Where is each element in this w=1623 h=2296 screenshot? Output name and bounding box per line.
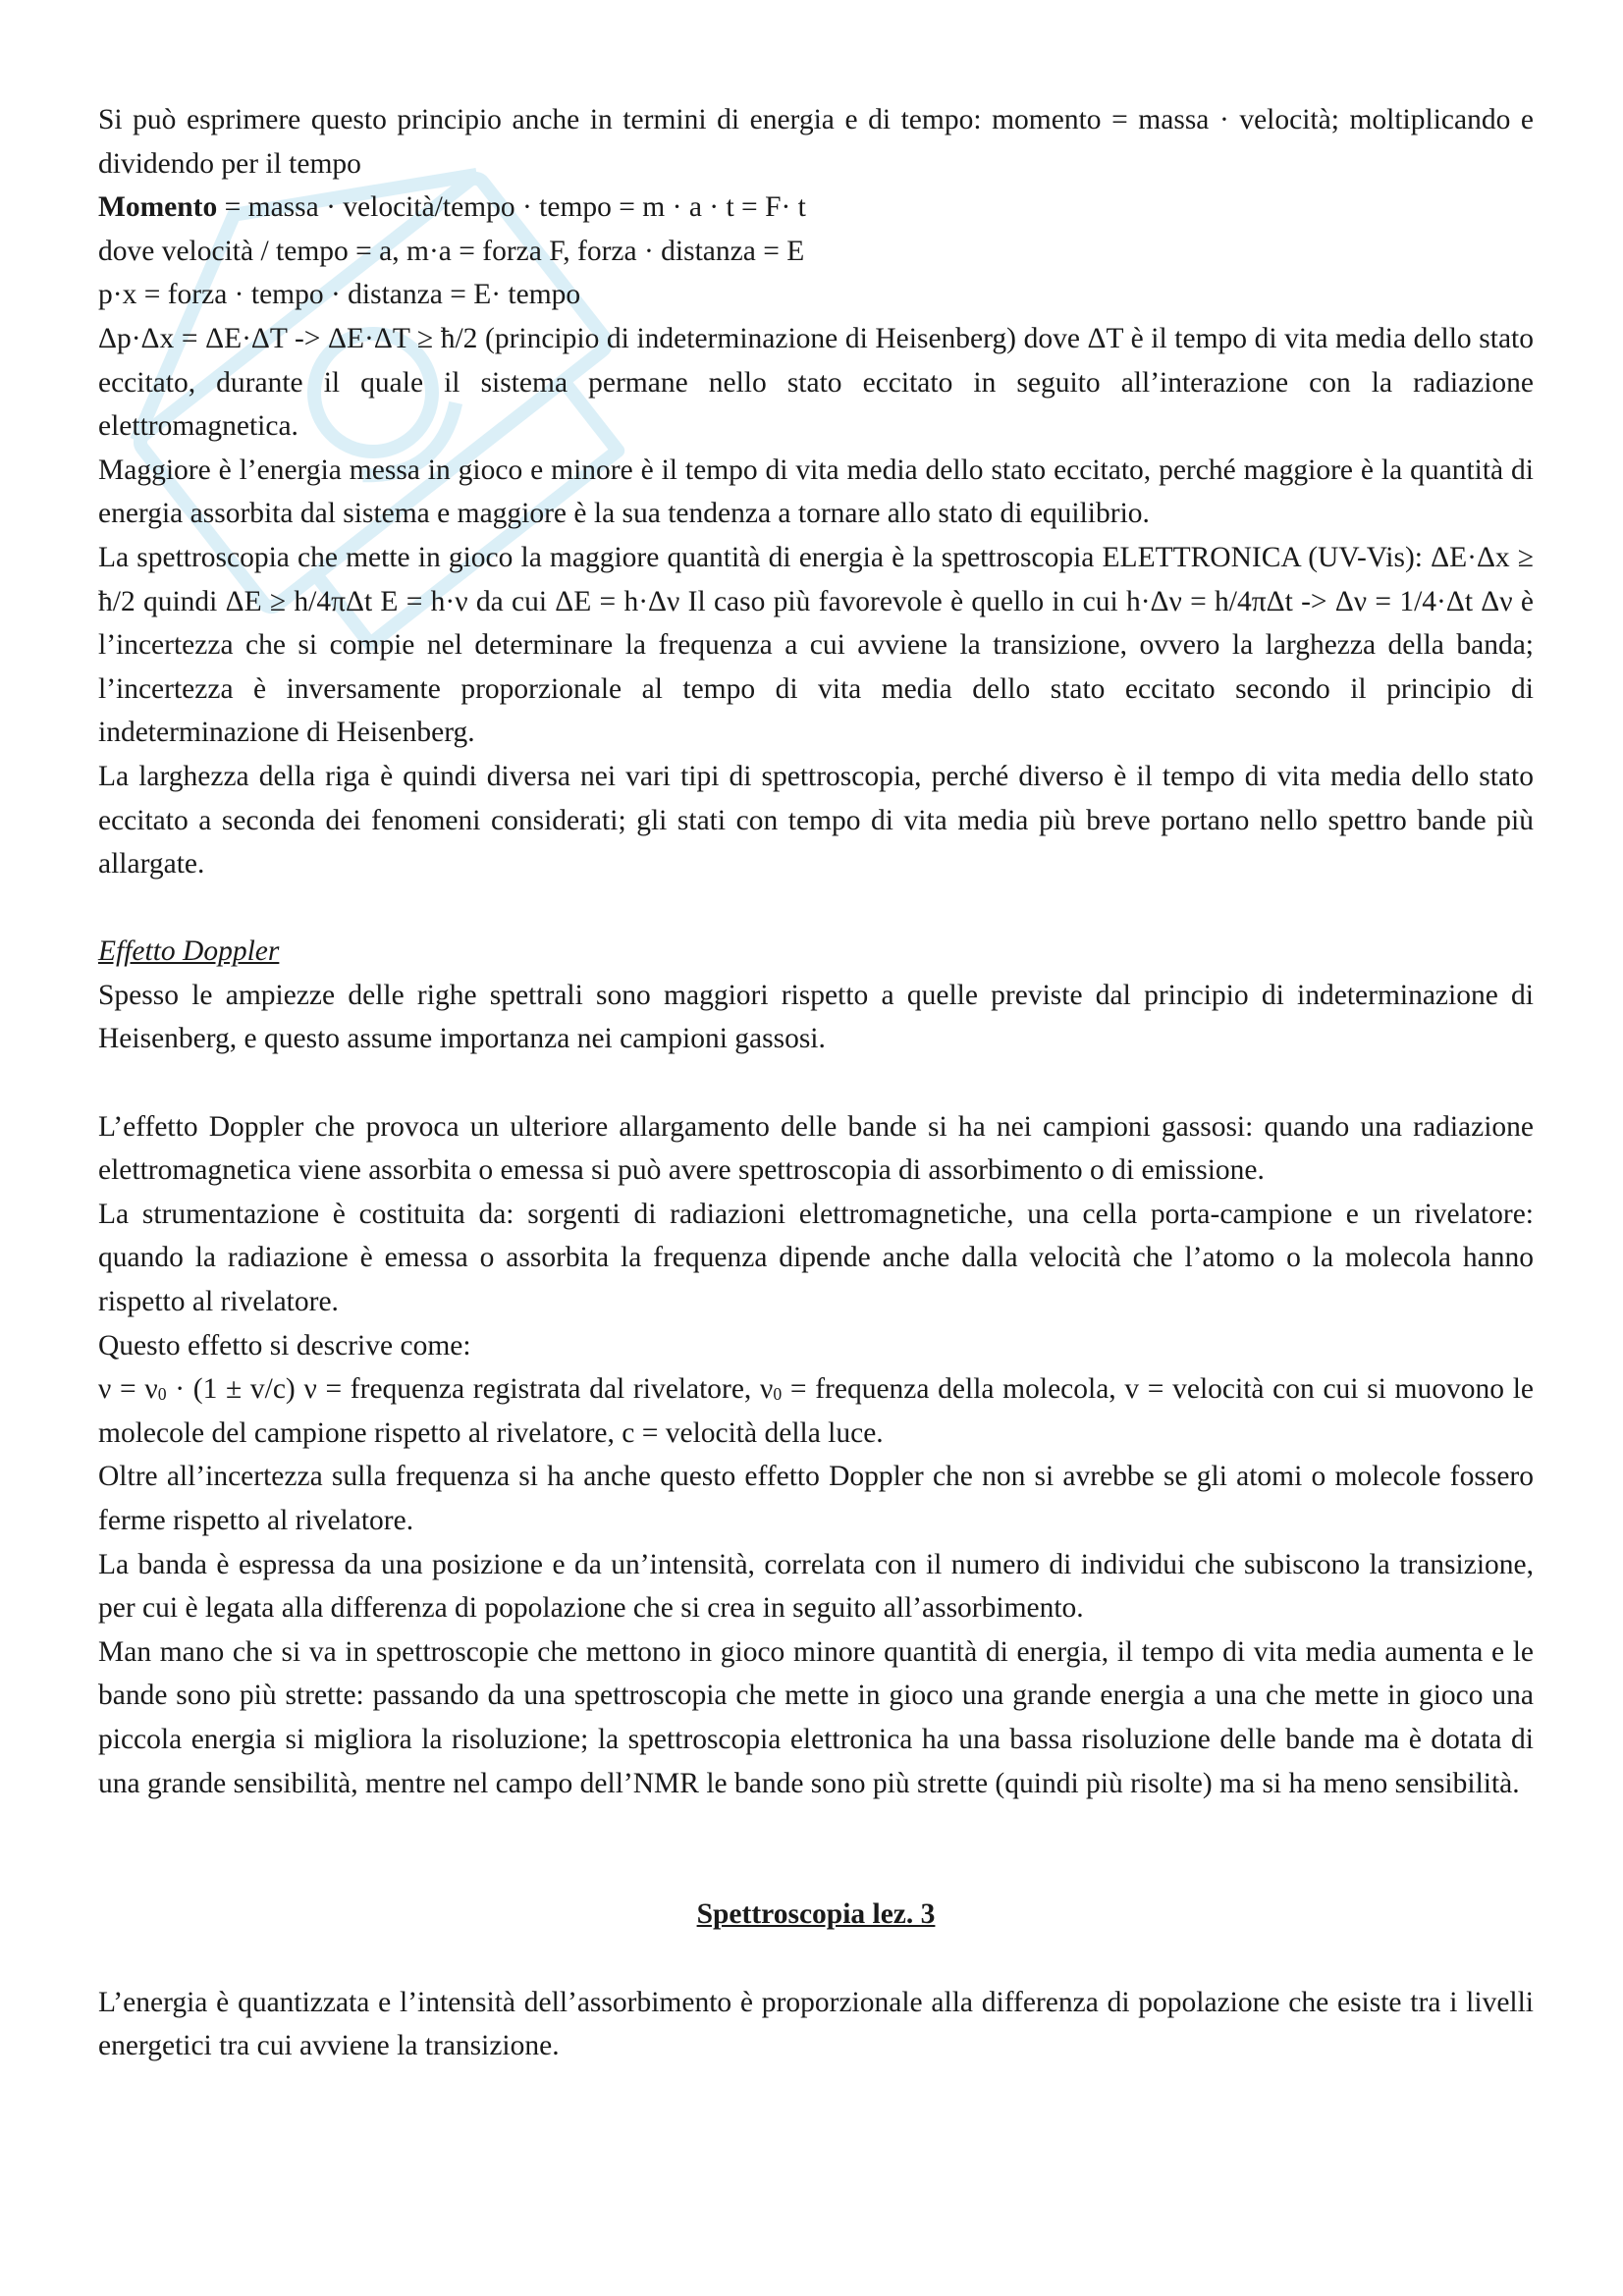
spacer: [98, 1849, 1534, 1894]
paragraph-line-width: La larghezza della riga è quindi diversa nei vari tipi di spettroscopia, perché diverso è il tempo di vita media dello stato eccitato a seconda dei fenomeni considerati; gli stati con tempo di vita media più breve portano nello spettro bande più allargate.: [98, 760, 1534, 881]
lecture-title: Spettroscopia lez. 3: [696, 1898, 936, 1931]
momentum-formula: = massa · velocità/tempo · tempo = m · a · t = F· t: [217, 191, 806, 224]
paragraph-frequency-uncertainty: Oltre all’incertezza sulla frequenza si ha anche questo effetto Doppler che non si avrebbe se gli atomi o molecole fossero ferme rispetto al rivelatore.: [98, 1461, 1534, 1536]
formula-part-c: = frequenza della molecola, v = velocità con cui si muovono le molecole del campione rispetto al rivelatore, c = velocità della luce.: [98, 1373, 1534, 1449]
formula-part-a: ν = ν: [98, 1373, 158, 1406]
paragraph-instrumentation: La strumentazione è costituita da: sorgenti di radiazioni elettromagnetiche, una cella porta-campione e un rivelatore: quando la radiazione è emessa o assorbita la frequenza dipende anche dalla velocità che l’atomo o la molecola hanno rispetto al rivelatore.: [98, 1198, 1534, 1318]
spacer: [98, 886, 1534, 931]
momentum-label: Momento: [98, 191, 218, 224]
paragraph-quantized-energy: L’energia è quantizzata e l’intensità dell’assorbimento è proporzionale alla differenza di popolazione che esiste tra i livelli energetici tra cui avviene la transizione.: [98, 1986, 1534, 2062]
formula-part-b: · (1 ± v/c) ν = frequenza registrata dal rivelatore, ν: [166, 1373, 774, 1406]
formula-subscript: 0: [157, 1384, 167, 1405]
spacer: [98, 1805, 1534, 1849]
spacer: [98, 1061, 1534, 1105]
paragraph-velocity-force: dove velocità / tempo = a, m·a = forza F, forza · distanza = E: [98, 235, 805, 267]
paragraph-resolution: Man mano che si va in spettroscopie che mettono in gioco minore quantità di energia, il tempo di vita media aumenta e le bande sono più strette: passando da una spettroscopia che mette in gioco una grande energia a una che mette in gioco una piccola energia si migliora la risoluzione; la spettroscopia elettronica ha una bassa risoluzione delle bande ma è dotata di una grande sensibilità, mentre nel campo dell’NMR le bande sono più strette (quindi più risolte) ma si ha meno sensibilità.: [98, 1635, 1534, 1799]
paragraph-energy-time: Si può esprimere questo principio anche in termini di energia e di tempo: momento = massa · velocità; moltiplicando e dividendo per il tempo: [98, 104, 1534, 180]
formula-subscript: 0: [773, 1384, 783, 1405]
paragraph-electronic-spectroscopy: La spettroscopia che mette in gioco la maggiore quantità di energia è la spettroscopia ELETTRONICA (UV-Vis): ΔE·Δx ≥ ħ/2 quindi ΔE ≥ h/4πΔt E = h·ν da cui ΔE = h·Δν Il caso più favorevole è quello in cui h·Δν = h/4πΔt -> Δν = 1/4·Δt Δν è l’incertezza che si compie nel determinare la frequenza a cui avviene la transizione, ovvero la larghezza della banda; l’incertezza è inversamente proporzionale al tempo di vita media dello stato eccitato secondo il principio di indeterminazione di Heisenberg.: [98, 541, 1534, 749]
paragraph-effect-description: Questo effetto si descrive come:: [98, 1329, 471, 1362]
paragraph-band-intensity: La banda è espressa da una posizione e da un’intensità, correlata con il numero di individui che subiscono la transizione, per cui è legata alla differenza di popolazione che si crea in seguito all’assorbimento.: [98, 1548, 1534, 1625]
paragraph-heisenberg: Δp·Δx = ΔE·ΔT -> ΔE·ΔT ≥ ħ/2 (principio di indeterminazione di Heisenberg) dove ΔT è il tempo di vita media dello stato eccitato, durante il quale il sistema permane nello stato eccitato in seguito all’interazione con la radiazione elettromagnetica.: [98, 322, 1534, 443]
document-page: [98, 98, 1534, 2068]
heading-doppler-effect: Effetto Doppler: [98, 935, 280, 968]
paragraph-doppler-broadening: L’effetto Doppler che provoca un ulteriore allargamento delle bande si ha nei campioni gassosi: quando una radiazione elettromagnetica viene assorbita o emessa si può avere spettroscopia di assorbimento o di emissione.: [98, 1110, 1534, 1187]
paragraph-energy-lifetime: Maggiore è l’energia messa in gioco e minore è il tempo di vita media dello stato eccitato, perché maggiore è la quantità di energia assorbita dal sistema e maggiore è la sua tendenza a tornare allo stato di equilibrio.: [98, 454, 1534, 530]
spacer: [98, 1937, 1534, 1981]
paragraph-doppler-formula: [98, 1367, 1534, 1455]
paragraph-doppler-intro: Spesso le ampiezze delle righe spettrali sono maggiori rispetto a quelle previste dal principio di indeterminazione di Heisenberg, e questo assume importanza nei campioni gassosi.: [98, 979, 1534, 1055]
paragraph-momentum: [98, 186, 1534, 230]
paragraph-px-formula: p·x = forza · tempo · distanza = E· tempo: [98, 279, 581, 311]
